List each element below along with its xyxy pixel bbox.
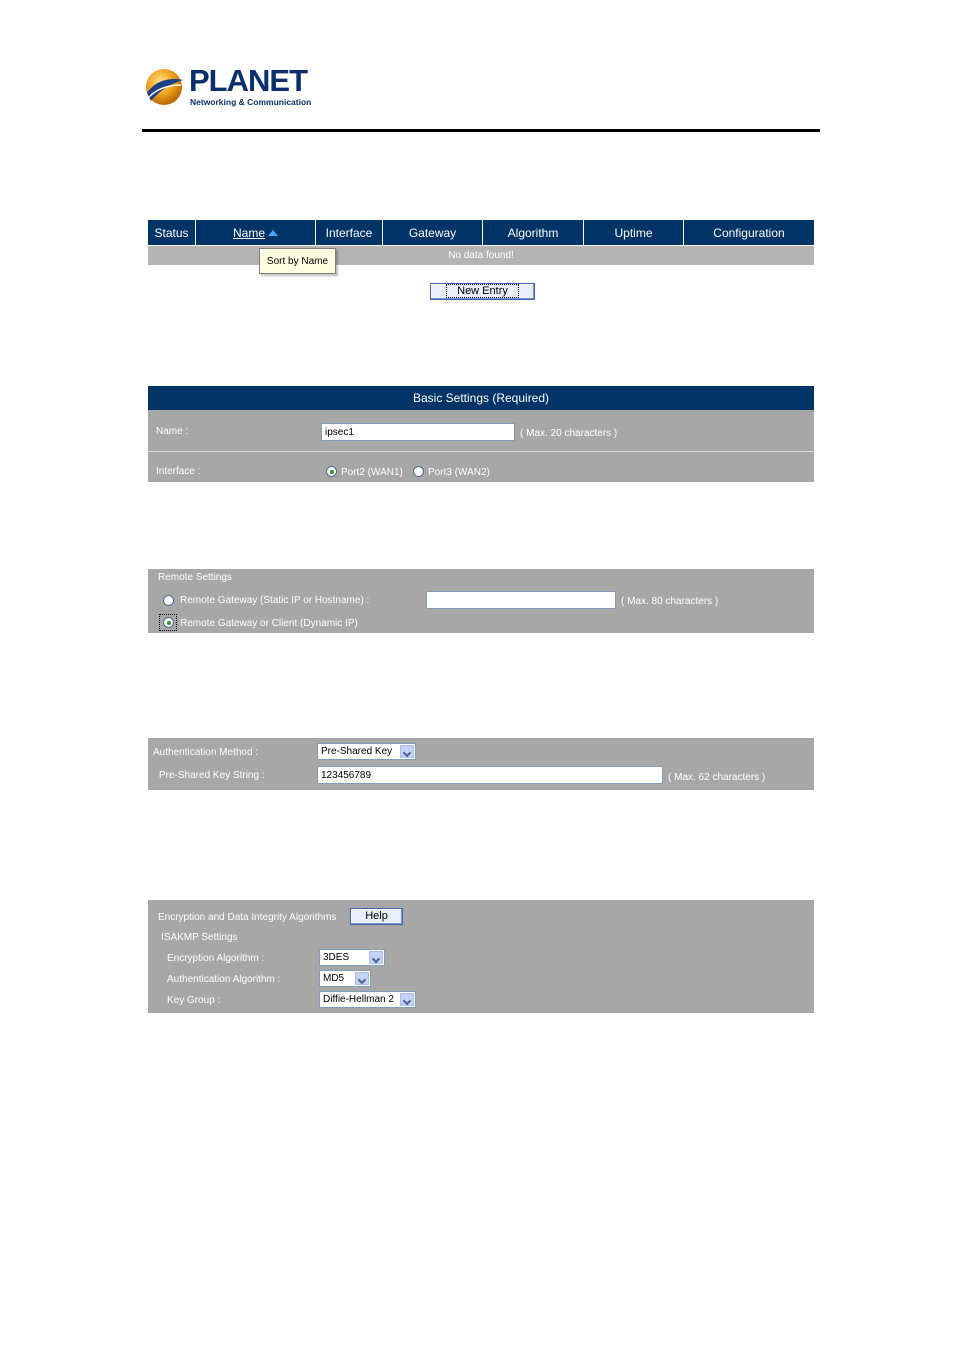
auth-method-value: Pre-Shared Key xyxy=(321,746,393,757)
isakmp-title: ISAKMP Settings xyxy=(161,932,238,943)
remote-static-label: Remote Gateway (Static IP or Hostname) : xyxy=(180,595,370,606)
name-input[interactable] xyxy=(321,423,515,441)
col-status[interactable]: Status xyxy=(148,220,196,245)
col-name[interactable] xyxy=(196,220,316,245)
radio-port3-wan2[interactable] xyxy=(413,466,424,477)
keygroup-select[interactable] xyxy=(319,991,416,1008)
chevron-down-icon[interactable] xyxy=(400,745,414,758)
remote-settings-title: Remote Settings xyxy=(158,572,232,583)
empty-table-message: No data found! xyxy=(148,246,814,265)
new-entry-button[interactable] xyxy=(430,283,535,300)
psk-max-note: ( Max. 62 characters ) xyxy=(668,772,766,783)
encryption-label: Encryption Algorithm : xyxy=(167,953,265,964)
help-button[interactable]: Help xyxy=(350,908,403,925)
psk-input[interactable] xyxy=(317,766,663,784)
port3-label: Port3 (WAN2) xyxy=(428,467,490,478)
chevron-down-icon[interactable] xyxy=(355,972,369,985)
col-uptime[interactable]: Uptime xyxy=(584,220,684,245)
planet-logo-globe-icon xyxy=(143,67,185,107)
remote-dynamic-label: Remote Gateway or Client (Dynamic IP) xyxy=(180,618,358,629)
auth-algorithm-select[interactable] xyxy=(319,970,371,987)
col-name-label[interactable]: Name xyxy=(232,225,265,240)
basic-settings-title: Basic Settings (Required) xyxy=(148,386,814,410)
remote-max-note: ( Max. 80 characters ) xyxy=(621,596,719,607)
col-algorithm[interactable]: Algorithm xyxy=(483,220,584,245)
auth-algorithm-label: Authentication Algorithm : xyxy=(167,974,281,985)
col-configuration[interactable]: Configuration xyxy=(713,225,785,240)
new-entry-label: New Entry xyxy=(446,284,519,298)
basic-settings-divider xyxy=(148,451,814,452)
keygroup-value: Diffie-Hellman 2 xyxy=(323,994,394,1005)
name-label: Name : xyxy=(156,426,189,437)
radio-port2-wan1[interactable] xyxy=(326,466,337,477)
auth-method-select[interactable] xyxy=(317,743,416,760)
col-gateway[interactable]: Gateway xyxy=(383,220,483,245)
port2-label: Port2 (WAN1) xyxy=(341,467,403,478)
header-divider xyxy=(142,129,820,132)
psk-label: Pre-Shared Key String : xyxy=(159,770,265,781)
algorithms-title: Encryption and Data Integrity Algorithms xyxy=(158,912,337,923)
sort-ascending-icon xyxy=(268,230,278,236)
col-interface[interactable]: Interface xyxy=(316,220,383,245)
auth-algorithm-value: MD5 xyxy=(323,973,345,984)
radio-remote-static[interactable] xyxy=(163,595,174,606)
encryption-select[interactable] xyxy=(319,949,385,966)
auth-method-label: Authentication Method : xyxy=(153,747,259,758)
sort-tooltip: Sort by Name xyxy=(259,248,336,274)
name-max-note: ( Max. 20 characters ) xyxy=(520,428,618,439)
tunnel-list-header xyxy=(148,220,814,245)
remote-gateway-input[interactable] xyxy=(426,591,616,609)
chevron-down-icon[interactable] xyxy=(369,951,383,964)
encryption-value: 3DES xyxy=(323,952,350,963)
interface-label: Interface : xyxy=(156,466,201,477)
radio-remote-dynamic[interactable] xyxy=(163,617,174,628)
keygroup-label: Key Group : xyxy=(167,995,221,1006)
brand-tagline: Networking & Communication xyxy=(190,97,312,107)
brand-name: PLANET xyxy=(189,63,307,98)
chevron-down-icon[interactable] xyxy=(400,993,414,1006)
